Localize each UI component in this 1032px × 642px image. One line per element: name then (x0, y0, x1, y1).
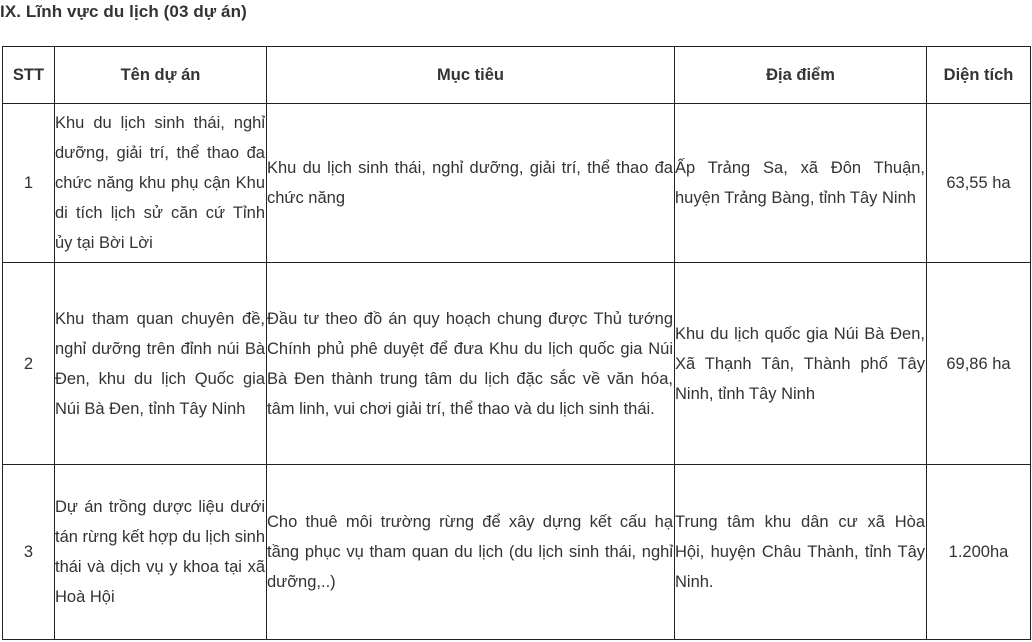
row-goal: Cho thuê môi trường rừng để xây dựng kết cấu hạ tầng phục vụ tham quan du lịch (du lịch sinh thái, nghỉ dưỡng,..) (267, 465, 675, 640)
row-location: Trung tâm khu dân cư xã Hòa Hội, huyện Châu Thành, tỉnh Tây Ninh. (675, 465, 927, 640)
section-title: IX. Lĩnh vực du lịch (03 dự án) (0, 2, 247, 21)
table-row (3, 263, 1031, 465)
row-area: 69,86 ha (927, 263, 1031, 465)
header-area: Diện tích (927, 47, 1031, 104)
table-row (3, 465, 1031, 640)
projects-table (2, 46, 1031, 640)
row-stt: 1 (3, 104, 55, 263)
header-stt: STT (3, 47, 55, 104)
row-area: 1.200ha (927, 465, 1031, 640)
row-stt: 3 (3, 465, 55, 640)
row-stt: 2 (3, 263, 55, 465)
table-header-row (3, 47, 1031, 104)
header-project-name: Tên dự án (55, 47, 267, 104)
row-goal: Khu du lịch sinh thái, nghỉ dưỡng, giải trí, thể thao đa chức năng (267, 104, 675, 263)
row-goal: Đầu tư theo đồ án quy hoạch chung được Thủ tướng Chính phủ phê duyệt để đưa Khu du lịch quốc gia Núi Bà Đen thành trung tâm du lịch đặc sắc về văn hóa, tâm linh, vui chơi giải trí, thể thao và du lịch sinh thái. (267, 263, 675, 465)
row-location: Khu du lịch quốc gia Núi Bà Đen, Xã Thạnh Tân, Thành phố Tây Ninh, tỉnh Tây Ninh (675, 263, 927, 465)
row-area: 63,55 ha (927, 104, 1031, 263)
header-goal: Mục tiêu (267, 47, 675, 104)
header-location: Địa điểm (675, 47, 927, 104)
row-project-name: Khu du lịch sinh thái, nghỉ dưỡng, giải trí, thể thao đa chức năng khu phụ cận Khu di tích lịch sử căn cứ Tỉnh ủy tại Bời Lời (55, 104, 267, 263)
table-row (3, 104, 1031, 263)
row-project-name: Khu tham quan chuyên đề, nghỉ dưỡng trên đỉnh núi Bà Đen, khu du lịch Quốc gia Núi Bà Đen, tỉnh Tây Ninh (55, 263, 267, 465)
row-location: Ấp Trảng Sa, xã Đôn Thuận, huyện Trảng Bàng, tỉnh Tây Ninh (675, 104, 927, 263)
row-project-name: Dự án trồng dược liệu dưới tán rừng kết hợp du lịch sinh thái và dịch vụ y khoa tại xã Hoà Hội (55, 465, 267, 640)
